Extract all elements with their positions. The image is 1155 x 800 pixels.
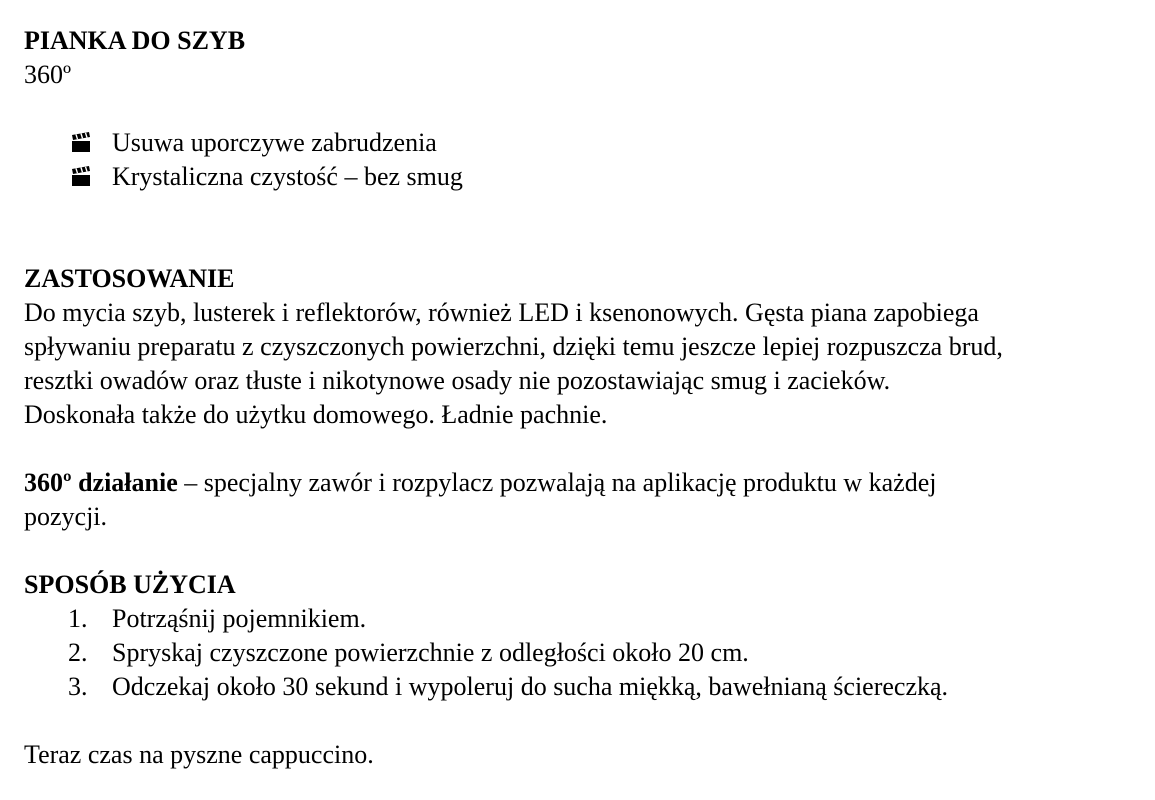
feature-text: Usuwa uporczywe zabrudzenia: [112, 128, 437, 157]
spacer: [24, 534, 1134, 568]
usage-line: spływaniu preparatu z czyszczonych powierzchni, dzięki temu jeszcze lepiej rozpuszcza brud,: [24, 332, 1003, 361]
usage-heading: ZASTOSOWANIE: [24, 264, 235, 293]
action360-text: – specjalny zawór i rozpylacz pozwalają na aplikację produktu w każdej: [177, 468, 937, 497]
step-text: Potrząśnij pojemnikiem.: [112, 604, 367, 633]
closing-line: Teraz czas na pyszne cappuccino.: [24, 740, 374, 769]
feature-list: [24, 126, 1134, 194]
list-item: [68, 670, 1134, 704]
list-item: [70, 160, 1134, 194]
spacer: [24, 432, 1134, 466]
step-text: Odczekaj około 30 sekund i wypoleruj do sucha miękką, bawełnianą ściereczką.: [112, 672, 949, 701]
directions-list: [24, 602, 1134, 704]
spacer: [24, 92, 1134, 126]
spacer: [24, 704, 1134, 738]
product-title: PIANKA DO SZYB: [24, 26, 246, 55]
document: [24, 24, 1134, 772]
directions-heading: SPOSÓB UŻYCIA: [24, 570, 236, 599]
spacer: [24, 194, 1134, 262]
list-item: [70, 126, 1134, 160]
clapperboard-icon: [70, 166, 92, 188]
step-number: 3.: [68, 672, 88, 701]
list-item: [68, 602, 1134, 636]
action360-line2: pozycji.: [24, 502, 108, 531]
step-number: 2.: [68, 638, 88, 667]
step-text: Spryskaj czyszczone powierzchnie z odległości około 20 cm.: [112, 638, 749, 667]
clapperboard-icon: [70, 132, 92, 154]
feature-text: Krystaliczna czystość – bez smug: [112, 162, 463, 191]
usage-line: resztki owadów oraz tłuste i nikotynowe osady nie pozostawiając smug i zacieków.: [24, 366, 891, 395]
step-number: 1.: [68, 604, 88, 633]
list-item: [68, 636, 1134, 670]
usage-line: Doskonała także do użytku domowego. Ładnie pachnie.: [24, 400, 608, 429]
usage-line: Do mycia szyb, lusterek i reflektorów, również LED i ksenonowych. Gęsta piana zapobiega: [24, 298, 979, 327]
action360-paragraph: [24, 466, 1134, 500]
action360-bold: 360º działanie: [24, 468, 178, 497]
product-subtitle: 360º: [24, 60, 72, 89]
